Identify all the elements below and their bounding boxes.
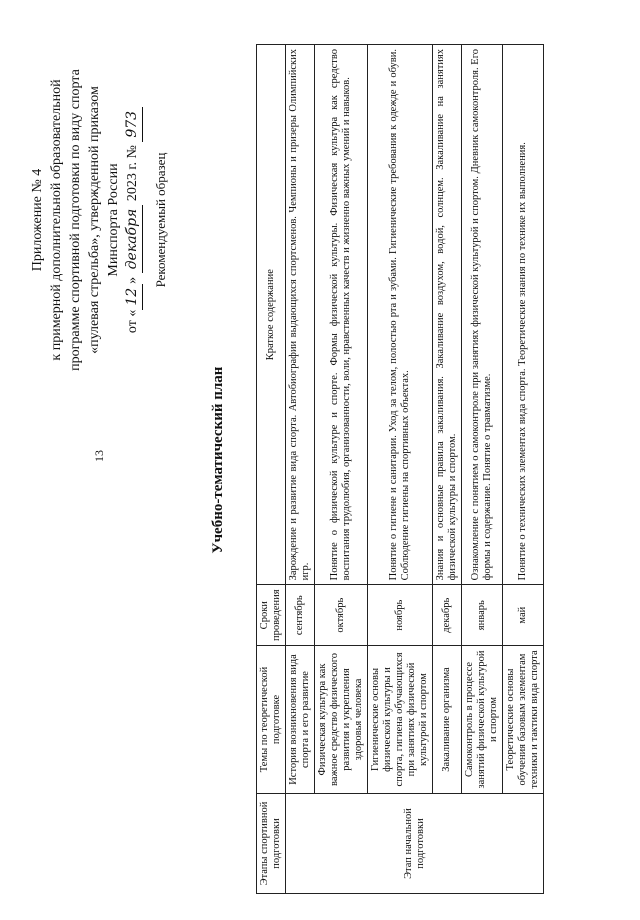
date-year: 2023 г. №	[125, 141, 140, 205]
table-row	[433, 45, 462, 894]
annex-date-line	[123, 30, 143, 410]
table-row	[368, 45, 433, 894]
topic-cell: Гигиенические основы физической культуры и спорта, гигиена обучающихся при занятиях физической культурой и спортом	[368, 646, 433, 794]
table-header-row	[257, 45, 286, 894]
header-stages: Этапы спортивной подготовки	[257, 794, 286, 894]
annex-line-4: «пулевая стрельба», утвержденной приказом	[87, 86, 102, 354]
annex-line-2: к примерной дополнительной образовательной	[49, 79, 64, 361]
date-mid: »	[125, 273, 140, 284]
term-cell: октябрь	[315, 585, 368, 646]
page-number: 13	[92, 450, 106, 462]
plan-title: Учебно-тематический план	[210, 366, 226, 554]
topic-cell: Теоретические основы обучения базовым элементам техники и тактики вида спорта	[503, 646, 544, 794]
content-cell: Зарождение и развитие вида спорта. Автобиографии выдающихся спортсменов. Чемпионы и призеры Олимпийских игр.	[286, 45, 315, 585]
topic-cell: Закаливание организма	[433, 646, 462, 794]
date-prefix: от «	[125, 309, 140, 334]
topic-cell: История возникновения вида спорта и его развитие	[286, 646, 315, 794]
content-cell: Знания и основные правила закаливания. Закаливание воздухом, водой, солнцем. Закаливание на занятиях физической культуры и спортом.	[433, 45, 462, 585]
term-cell: май	[503, 585, 544, 646]
term-cell: сентябрь	[286, 585, 315, 646]
header-topics: Темы по теоретической подготовке	[257, 646, 286, 794]
term-cell: январь	[462, 585, 503, 646]
content-cell: Ознакомление с понятием о самоконтроле при занятиях физической культурой и спортом. Дневник самоконтроля. Его формы и содержание. Понятие о травматизме.	[462, 45, 503, 585]
rotated-page-content	[20, 20, 620, 900]
content-cell: Понятие о гигиене и санитарии. Уход за телом, полостью рта и зубами. Гигиенические требования к одежде и обуви. Соблюдение гигиены на спортивных объектах.	[368, 45, 433, 585]
annex-line-1: Приложение № 4	[30, 168, 45, 272]
topic-cell: Самоконтроль в процессе занятий физической культурой и спортом	[462, 646, 503, 794]
header-content: Краткое содержание	[257, 45, 286, 585]
term-cell: ноябрь	[368, 585, 433, 646]
order-number: 973	[123, 107, 143, 142]
header-terms: Сроки проведения	[257, 585, 286, 646]
recommended-sample: Рекомендуемый образец	[153, 152, 168, 288]
table-row	[503, 45, 544, 894]
table-row	[462, 45, 503, 894]
content-cell: Понятие о технических элементах вида спорта. Теоретические знания по технике их выполнения.	[503, 45, 544, 585]
annex-line-5: Минспорта России	[106, 163, 121, 277]
content-cell: Понятие о физической культуре и спорте. Формы физической культуры. Физическая культура как средство воспитания трудолюбия, организованности, воли, нравственных качеств и жизненно важных умений и навыков.	[315, 45, 368, 585]
thematic-plan-table	[256, 44, 544, 894]
term-cell: декабрь	[433, 585, 462, 646]
annex-header	[28, 30, 170, 410]
annex-line-3: программе спортивной подготовки по виду спорта	[68, 69, 83, 371]
table-row	[286, 45, 315, 894]
date-month: декабря	[123, 205, 143, 274]
date-day: 12	[123, 284, 143, 310]
topic-cell: Физическая культура как важное средство физического развития и укрепления здоровья человека	[315, 646, 368, 794]
table-row	[315, 45, 368, 894]
stage-cell: Этап начальной подготовки	[286, 794, 544, 894]
